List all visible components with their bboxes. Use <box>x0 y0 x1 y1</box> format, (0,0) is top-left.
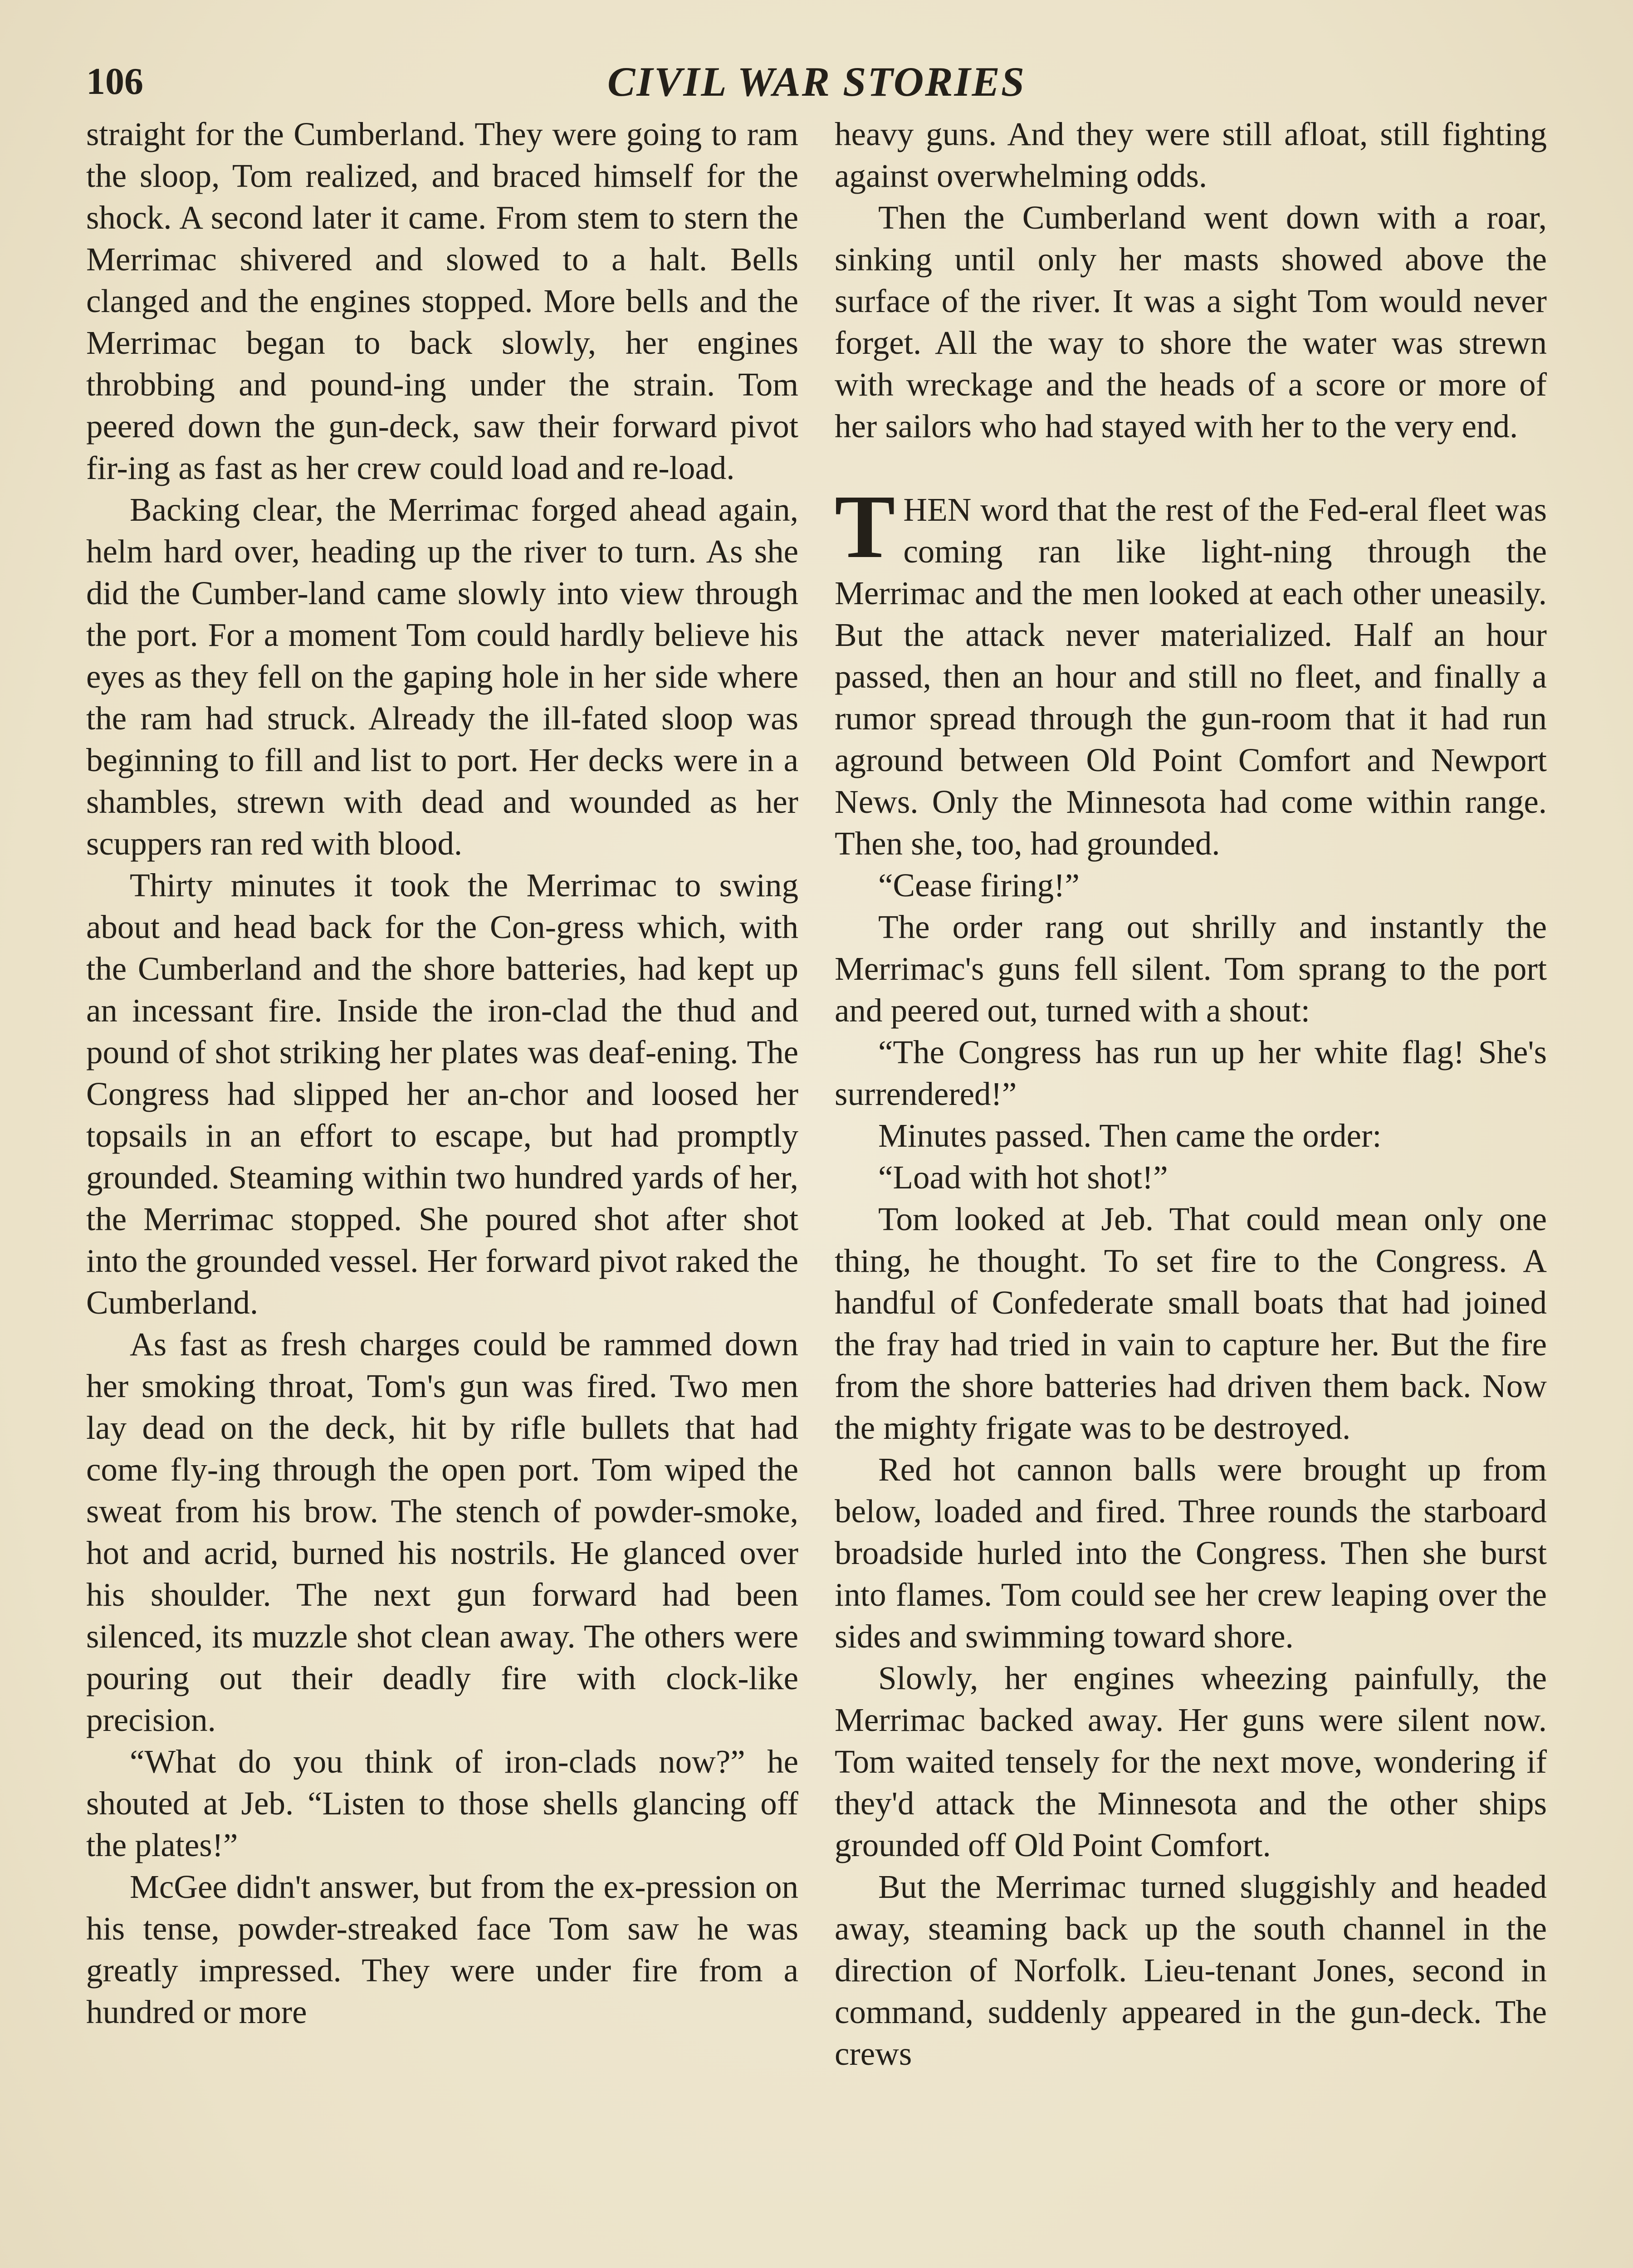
paragraph: But the Merrimac turned sluggishly and headed away, steaming back up the south channel in the direction of Norfolk. Lieu-tenant Jones, second in command, suddenly appeared in the gun-deck. The crews <box>835 1868 1547 2072</box>
left-column <box>86 113 798 2268</box>
paragraph: straight for the Cumberland. They were going to ram the sloop, Tom realized, and braced himself for the shock. A second later it came. From stem to stern the Merrimac shivered and slowed to a halt. Bells clanged and the engines stopped. More bells and the Merrimac began to back slowly, her engines throbbing and pound-ing under the strain. Tom peered down the gun-deck, saw their forward pivot fir-ing as fast as her crew could load and re-load. <box>86 116 798 486</box>
paragraph: As fast as fresh charges could be rammed down her smoking throat, Tom's gun was fired. Two men lay dead on the deck, hit by rifle bullets that had come fly-ing through the open port. Tom wiped the sweat from his brow. The stench of powder-smoke, hot and acrid, burned his nostrils. He glanced over his shoulder. The next gun forward had been silenced, its muzzle shot clean away. The others were pouring out their deadly fire with clock-like precision. <box>86 1326 798 1738</box>
section-break <box>835 447 1547 489</box>
paragraph: Minutes passed. Then came the order: <box>878 1117 1382 1154</box>
paragraph: The order rang out shrilly and instantly the Merrimac's guns fell silent. Tom sprang to the port and peered out, turned with a shout: <box>835 909 1547 1029</box>
paragraph: Backing clear, the Merrimac forged ahead again, helm hard over, heading up the river to turn. As she did the Cumber-land came slowly into view through the port. For a moment Tom could hardly believe his eyes as they fell on the gaping hole in her side where the ram had struck. Already the ill-fated sloop was beginning to fill and list to port. Her decks were in a shambles, strewn with dead and wounded as her scuppers ran red with blood. <box>86 491 798 862</box>
page-number: 106 <box>86 60 143 103</box>
paragraph: Red hot cannon balls were brought up from below, loaded and fired. Three rounds the starboard broadside hurled into the Congress. Then she burst into flames. Tom could see her crew leaping over the sides and swimming toward shore. <box>835 1451 1547 1655</box>
right-column <box>835 113 1547 2268</box>
paragraph: “Load with hot shot!” <box>878 1159 1168 1196</box>
drop-cap-paragraph-text: HEN word that the rest of the Fed-eral fleet was coming ran like light-ning through the Merrimac and the men looked at each other uneasily. But the attack never materialized. Half an hour passed, then an hour and still no fleet, and finally a rumor spread through the gun-room that it had run aground between Old Point Comfort and Newport News. Only the Minnesota had come within range. Then she, too, had grounded. <box>835 491 1547 862</box>
drop-cap: T <box>835 477 895 577</box>
paragraph: McGee didn't answer, but from the ex-pression on his tense, powder-streaked face Tom saw he was greatly impressed. They were under fire from a hundred or more <box>86 1868 798 2030</box>
paragraph: “The Congress has run up her white flag! She's surrendered!” <box>835 1034 1547 1112</box>
running-title: CIVIL WAR STORIES <box>607 59 1026 105</box>
page-header <box>86 54 1547 109</box>
paragraph: “What do you think of iron-clads now?” he shouted at Jeb. “Listen to those shells glancing off the plates!” <box>86 1743 798 1863</box>
paragraph: “Cease firing!” <box>878 867 1080 904</box>
paragraph-continuation: heavy guns. And they were still afloat, still fighting against overwhelming odds. <box>835 116 1547 194</box>
drop-cap-paragraph <box>835 477 1547 865</box>
paragraph: Then the Cumberland went down with a roar, sinking until only her masts showed above the surface of the river. It was a sight Tom would never forget. All the way to shore the water was strewn with wreckage and the heads of a score or more of her sailors who had stayed with her to the very end. <box>835 199 1547 445</box>
paragraph: Slowly, her engines wheezing painfully, the Merrimac backed away. Her guns were silent now. Tom waited tensely for the next move, wondering if they'd attack the Minnesota and the other ships grounded off Old Point Comfort. <box>835 1660 1547 1863</box>
paragraph: Tom looked at Jeb. That could mean only one thing, he thought. To set fire to the Congress. A handful of Confederate small boats that had joined the fray had tried in vain to capture her. But the fire from the shore batteries had driven them back. Now the mighty frigate was to be destroyed. <box>835 1201 1547 1446</box>
paragraph: Thirty minutes it took the Merrimac to swing about and head back for the Con-gress which, with the Cumberland and the shore batteries, had kept up an incessant fire. Inside the iron-clad the thud and pound of shot striking her plates was deaf-ening. The Congress had slipped her an-chor and loosed her topsails in an effort to escape, but had promptly grounded. Steaming within two hundred yards of her, the Merrimac stopped. She poured shot after shot into the grounded vessel. Her forward pivot raked the Cumberland. <box>86 867 798 1321</box>
